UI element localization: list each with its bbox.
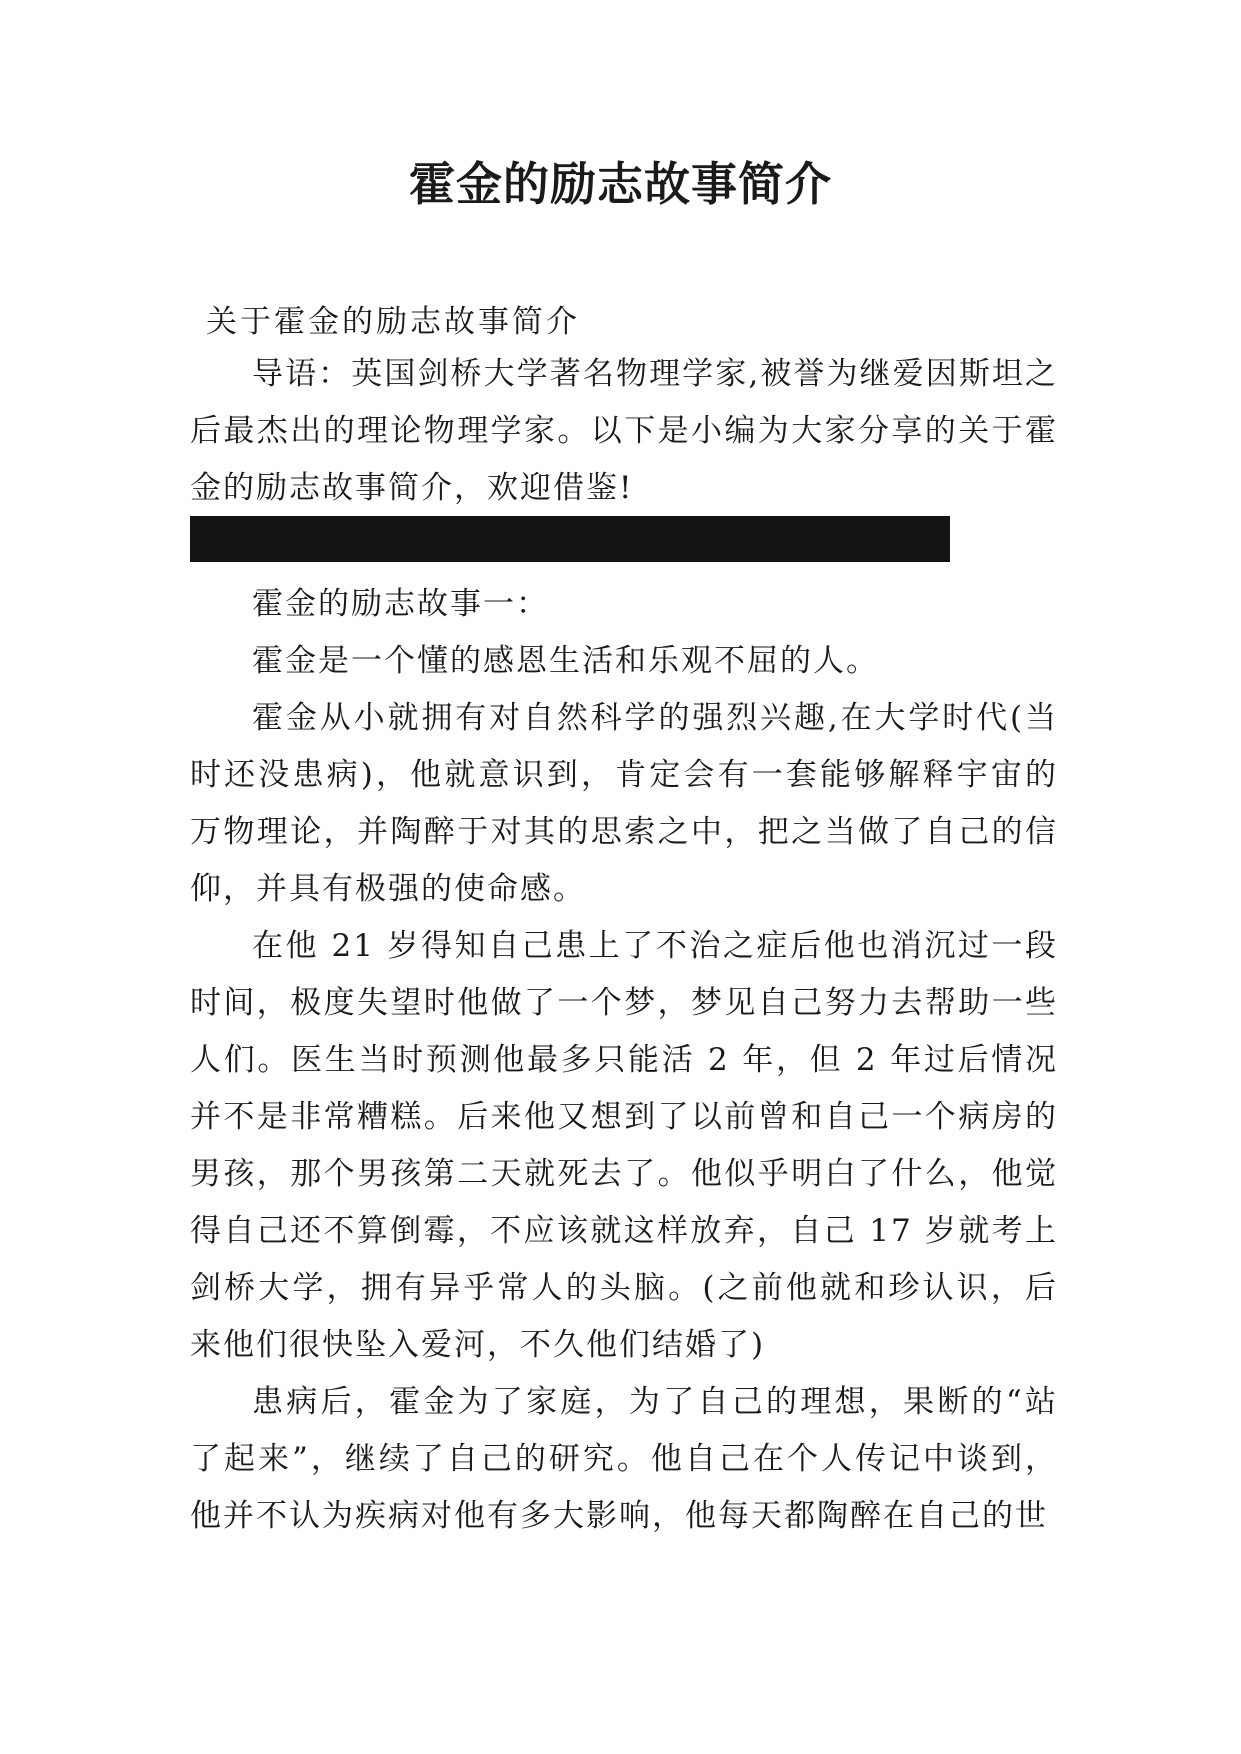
intro-paragraph: 导语：英国剑桥大学著名物理学家,被誉为继爱因斯坦之后最杰出的理论物理学家。以下是小编为大家分享的关于霍金的励志故事简介，欢迎借鉴! — [190, 356, 1058, 506]
document-subheading: 关于霍金的励志故事简介 — [206, 304, 580, 340]
body-paragraph: 患病后，霍金为了家庭，为了自己的理想，果断的“站了起来”，继续了自己的研究。他自己在个人传记中谈到，他并不认为疾病对他有多大影响，他每天都陶醉在自己的世 — [190, 1384, 1058, 1534]
intro-block — [190, 346, 1058, 517]
story-body — [190, 576, 1058, 1545]
body-paragraph: 霍金从小就拥有对自然科学的强烈兴趣,在大学时代(当时还没患病)，他就意识到，肯定会有一套能够解释宇宙的万物理论，并陶醉于对其的思索之中，把之当做了自己的信仰，并具有极强的使命感。 — [190, 700, 1058, 907]
body-paragraph: 在他 21 岁得知自己患上了不治之症后他也消沉过一段时间，极度失望时他做了一个梦，梦见自己努力去帮助一些人们。医生当时预测他最多只能活 2 年，但 2 年过后情况并不是非常糟糕。后来他又想到了以前曾和自己一个病房的男孩，那个男孩第二天就死去了。他似乎明白了什么，他觉得自己还不算倒霉，不应该就这样放弃，自己 17 岁就考上剑桥大学，拥有异乎常人的头脑。(之前他就和珍认识，后来他们很快坠入爱河，不久他们结婚了) — [190, 928, 1058, 1363]
body-paragraph: 霍金是一个懂的感恩生活和乐观不屈的人。 — [252, 643, 879, 679]
story-heading: 霍金的励志故事一： — [252, 586, 549, 622]
document-title: 霍金的励志故事简介 — [409, 157, 832, 211]
redaction-bar — [190, 516, 950, 562]
